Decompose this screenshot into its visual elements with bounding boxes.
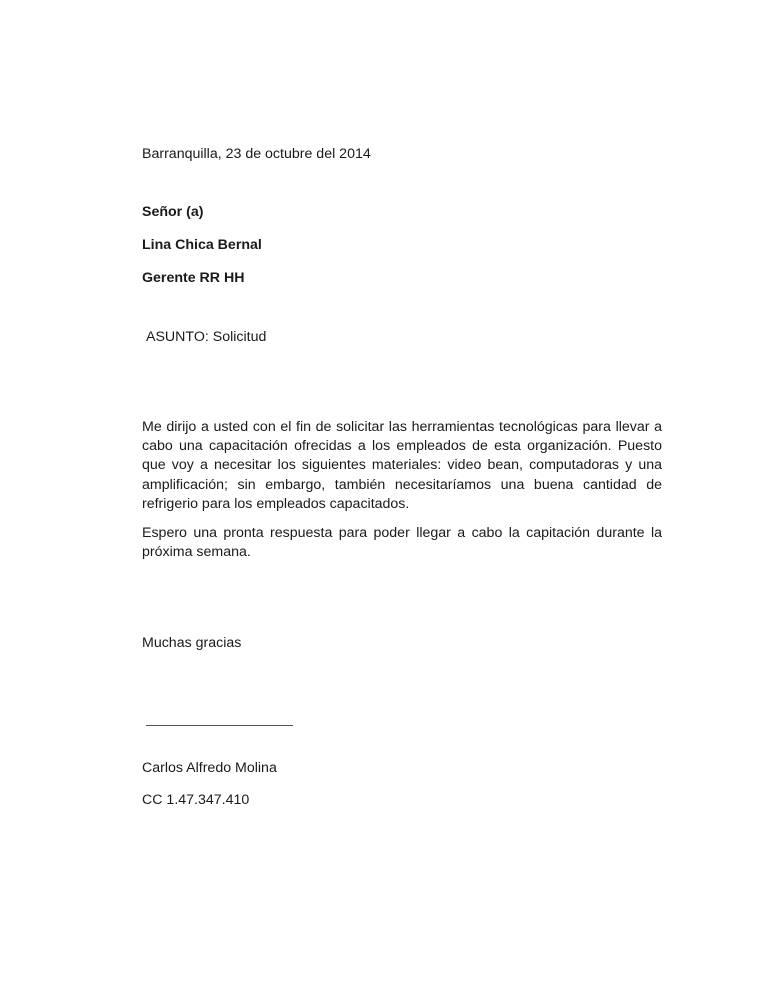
signature-line: [146, 725, 293, 726]
recipient-title: Gerente RR HH: [142, 270, 245, 286]
subject-line: ASUNTO: Solicitud: [146, 329, 267, 345]
body-paragraph-1: Me dirijo a usted con el fin de solicitar las herramientas tecnológicas para llevar a cabo una capacitación ofrecidas a los empleados de esta organización. Puesto que voy a necesitar los siguientes materiales: video bean, computadoras y una amplificación; sin embargo, también necesitaríamos una buena cantidad de refrigerio para los empleados capacitados.: [142, 419, 662, 512]
closing: Muchas gracias: [142, 635, 242, 651]
recipient-name: Lina Chica Bernal: [142, 237, 262, 253]
recipient-salutation: Señor (a): [142, 204, 204, 220]
signer-id: CC 1.47.347.410: [142, 792, 250, 808]
signer-name: Carlos Alfredo Molina: [142, 760, 277, 776]
place-date: Barranquilla, 23 de octubre del 2014: [142, 146, 371, 162]
body-paragraph-2: Espero una pronta respuesta para poder llegar a cabo la capitación durante la próxima semana.: [142, 525, 662, 561]
